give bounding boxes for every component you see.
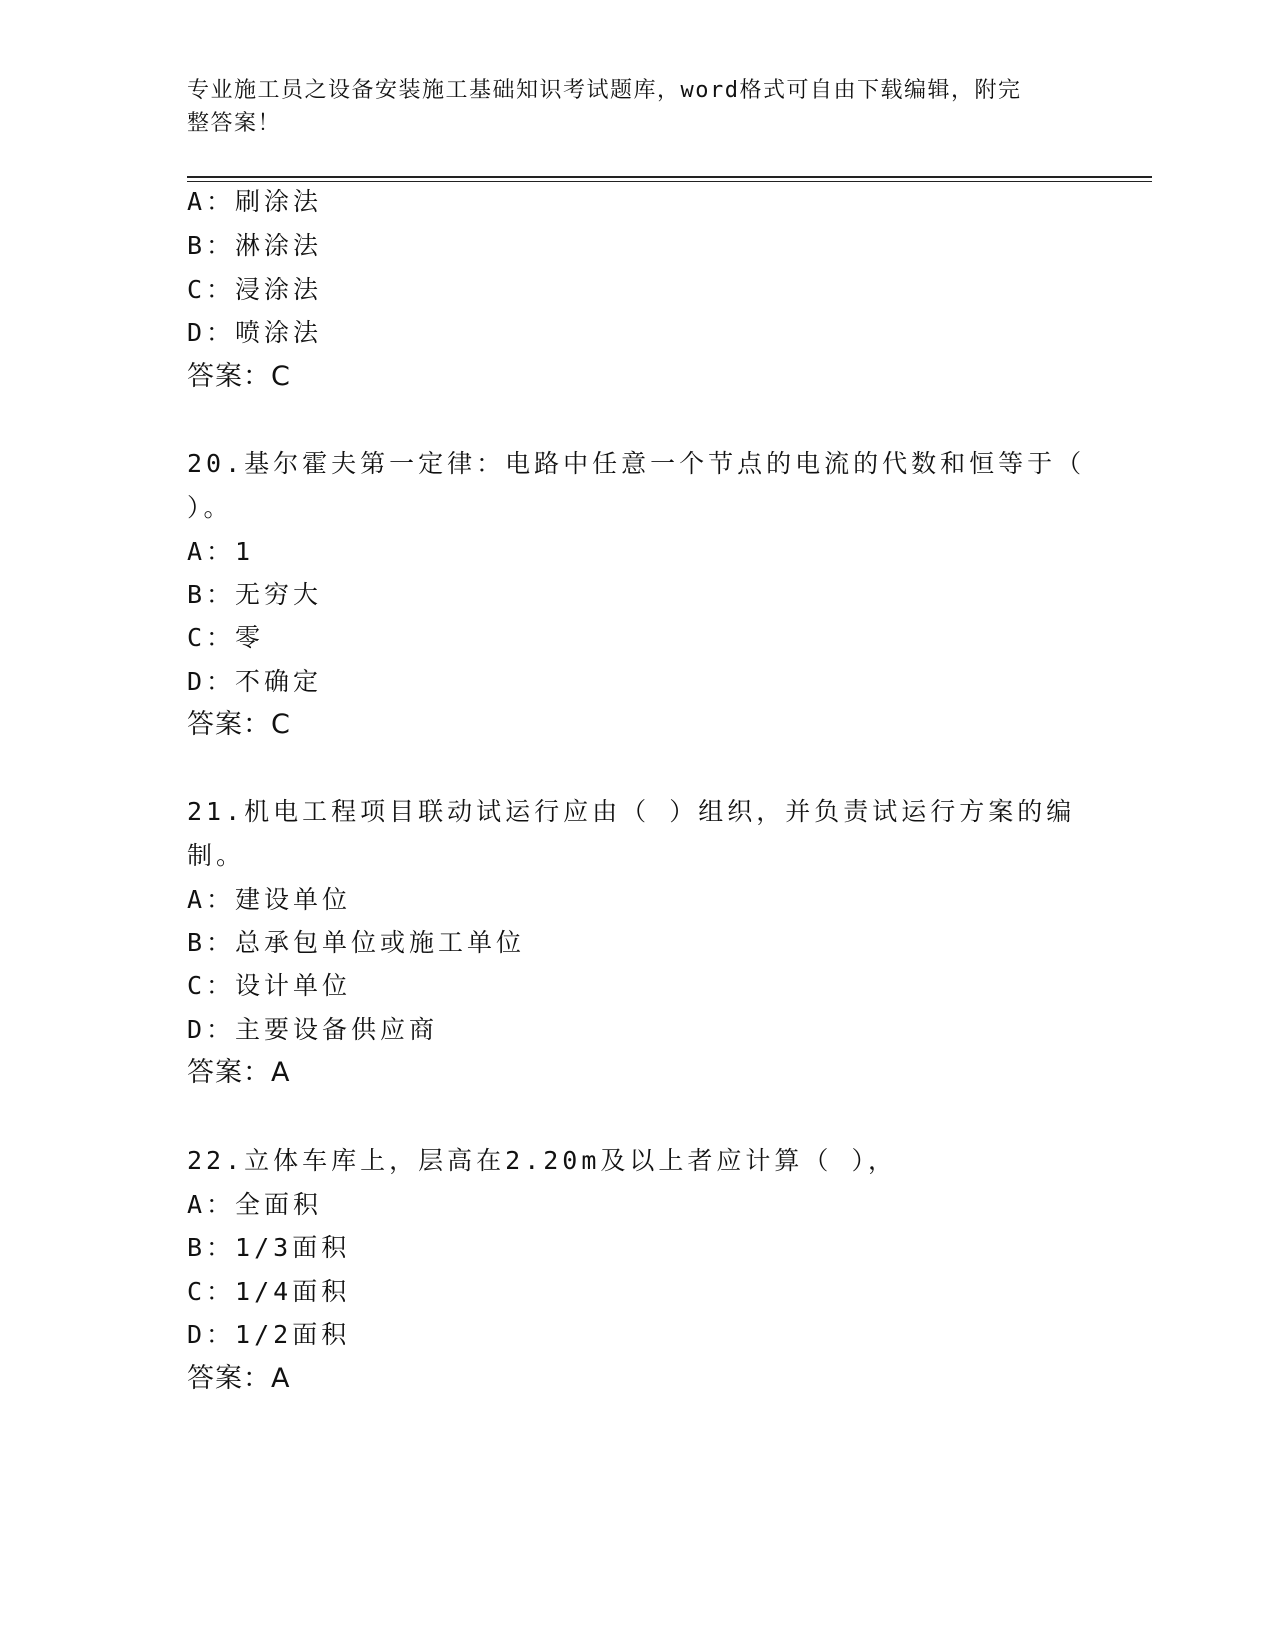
q19-option-a: A：刷涂法 xyxy=(187,187,323,216)
header-line-1: 专业施工员之设备安装施工基础知识考试题库，word格式可自由下载编辑，附完 xyxy=(187,78,1022,103)
q21-option-a: A：建设单位 xyxy=(187,885,352,914)
q20-text-line-1: 20.基尔霍夫第一定律：电路中任意一个节点的电流的代数和恒等于（ xyxy=(187,449,1086,478)
q19-answer: 答案：C xyxy=(187,361,291,392)
document-header xyxy=(187,74,1067,140)
q20-option-c: C：零 xyxy=(187,623,265,652)
q21-option-d: D：主要设备供应商 xyxy=(187,1015,439,1044)
q21-option-c: C：设计单位 xyxy=(187,971,352,1000)
q21-option-b: B：总承包单位或施工单位 xyxy=(187,928,526,957)
q21-text-line-2: 制。 xyxy=(187,841,246,870)
q19-option-b: B：淋涂法 xyxy=(187,231,323,260)
q21-answer: 答案：A xyxy=(187,1057,291,1088)
q22-text-line-1: 22.立体车库上，层高在2.20m及以上者应计算（ ）， xyxy=(187,1146,897,1175)
q20-option-d: D：不确定 xyxy=(187,667,323,696)
q22-option-a: A：全面积 xyxy=(187,1190,323,1219)
q19-option-d: D：喷涂法 xyxy=(187,318,323,347)
q20-answer: 答案：C xyxy=(187,709,291,740)
q22-option-d: D：1/2面积 xyxy=(187,1320,351,1349)
header-line-2: 整答案！ xyxy=(187,111,282,136)
q22-option-c: C：1/4面积 xyxy=(187,1277,351,1306)
q20-option-a: A：1 xyxy=(187,537,255,566)
q20-text-line-2: ）。 xyxy=(187,493,233,522)
header-rule-thin xyxy=(187,181,1152,182)
header-rule-thick xyxy=(187,176,1152,178)
q22-answer: 答案：A xyxy=(187,1363,291,1394)
q19-option-c: C：浸涂法 xyxy=(187,275,323,304)
q21-text-line-1: 21.机电工程项目联动试运行应由（ ）组织，并负责试运行方案的编 xyxy=(187,797,1076,826)
q20-option-b: B：无穷大 xyxy=(187,580,323,609)
q22-option-b: B：1/3面积 xyxy=(187,1233,351,1262)
